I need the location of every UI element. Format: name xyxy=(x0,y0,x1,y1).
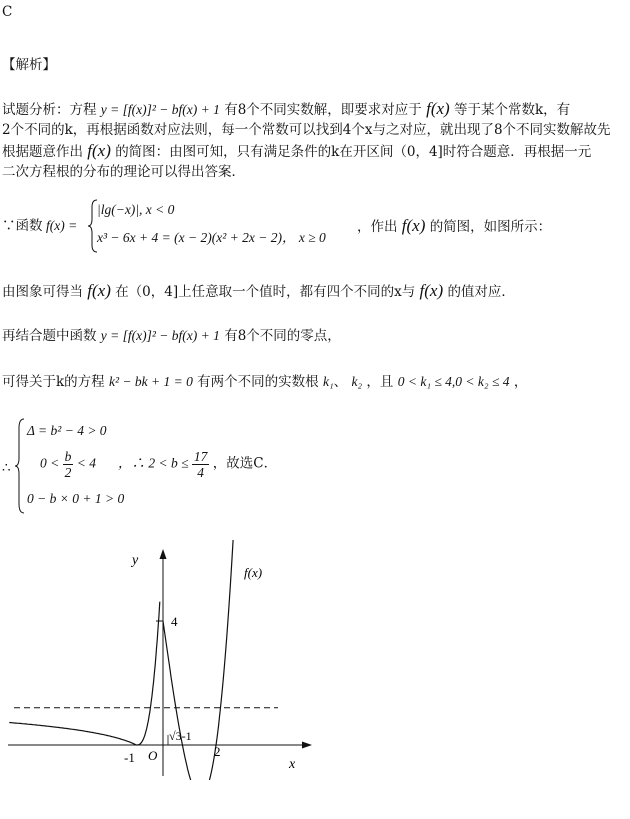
combine-statement xyxy=(2,326,341,346)
analysis-text: 根据题意作出 xyxy=(2,144,83,160)
function-symbol: f(x) xyxy=(87,281,111,300)
analysis-line-1 xyxy=(2,99,570,120)
function-text: ，作出 xyxy=(357,219,398,235)
fraction-denominator: 2 xyxy=(64,465,72,480)
x-axis-arrow-icon xyxy=(302,742,312,749)
function-graph xyxy=(0,540,330,780)
tick-label-x-sqrt3m1: √3-1 xyxy=(169,729,192,743)
analysis-line-4: 二次方程根的分布的理论可以得出答案． xyxy=(2,164,245,180)
analysis-line-3 xyxy=(2,141,591,162)
roots-text: ，且 xyxy=(366,374,394,390)
combine-text: 再结合题中函数 xyxy=(2,328,97,344)
fraction-numerator: 17 xyxy=(193,449,208,464)
y-axis-label: y xyxy=(132,553,139,568)
equation: y = [f(x)]² − bf(x) + 1 xyxy=(100,102,220,117)
tick-label-x-2: 2 xyxy=(214,744,221,759)
combine-text: 有8个不同的零点， xyxy=(224,328,341,344)
equation: k² − bk + 1 = 0 xyxy=(108,374,193,389)
roots-text: 可得关于k的方程 xyxy=(2,374,105,390)
function-case-1: |lg(−x)|, x < 0 xyxy=(97,202,175,217)
roots-text: 有两个不同的实数根 xyxy=(197,374,319,390)
statement-text: 的值对应． xyxy=(447,284,515,300)
graph-statement xyxy=(2,281,515,302)
analysis-text: 有8个不同实数解，即要求对应于 xyxy=(224,102,422,118)
roots-condition: 0 < k₁ ≤ 4,0 < k₂ ≤ 4 xyxy=(397,374,510,389)
fraction-b-over-2 xyxy=(63,449,74,480)
analysis-text: 试题分析：方程 xyxy=(2,102,97,118)
root-k2: k₂ xyxy=(351,374,363,389)
curve-label: f(x) xyxy=(244,565,263,580)
roots-text: ， xyxy=(513,374,528,390)
function-text: 的简图，如图所示： xyxy=(429,219,552,235)
curve-lg-branch xyxy=(9,602,160,745)
tick-label-y-4: 4 xyxy=(171,614,178,629)
analysis-text: 等于某个常数k，有 xyxy=(453,102,571,118)
therefore-symbol: ∴ xyxy=(2,460,11,476)
analysis-heading: 【解析】 xyxy=(2,57,56,73)
result-left: ，∴ 2 < b ≤ xyxy=(118,455,189,471)
statement-text: 在（0，4]上任意取一个值时，都有四个不同的x与 xyxy=(115,284,416,300)
x-axis-label: x xyxy=(289,757,296,772)
statement-text: 由图象可得当 xyxy=(2,284,83,300)
function-prefix: ∵函数 xyxy=(2,218,43,234)
y-axis-arrow-icon xyxy=(160,549,167,559)
origin-label: O xyxy=(148,748,158,763)
fraction-numerator: b xyxy=(64,449,72,464)
fraction-denominator: 4 xyxy=(197,465,205,480)
function-symbol: f(x) xyxy=(419,281,444,300)
answer-letter: C xyxy=(2,4,13,20)
fraction-17-over-4 xyxy=(192,449,210,480)
roots-separator: 、 xyxy=(333,374,348,390)
equation: y = [f(x)]² − bf(x) + 1 xyxy=(100,328,220,343)
tick-label-x-neg1: -1 xyxy=(124,750,135,765)
analysis-text: 的简图：由图可知，只有满足条件的k在开区间（0，4]时符合题意．再根据一元 xyxy=(115,144,592,160)
analysis-line-2: 2个不同的k，再根据函数对应法则，每一个常数可以找到4个x与之对应，就出现了8个不同实数解故先 xyxy=(2,122,611,138)
function-symbol: f(x) xyxy=(426,99,450,118)
function-case-2: x³ − 6x + 4 = (x − 2)(x² + 2x − 2)， x ≥ 0 xyxy=(97,230,326,245)
result-right: ，故选C． xyxy=(212,455,278,472)
function-suffix xyxy=(357,216,551,237)
system-brace xyxy=(14,418,26,514)
function-symbol: f(x) xyxy=(401,216,426,235)
system-row-3: 0 − b × 0 + 1 > 0 xyxy=(27,491,125,506)
system-result xyxy=(118,449,277,480)
roots-statement xyxy=(2,372,527,392)
function-lhs: f(x) = xyxy=(46,218,78,233)
system-row-1: Δ = b² − 4 > 0 xyxy=(27,423,107,438)
system-row-2 xyxy=(40,449,96,480)
row2-left: 0 < xyxy=(40,455,60,471)
function-symbol: f(x) xyxy=(87,141,111,160)
curve-cubic-branch xyxy=(163,540,254,780)
row2-right: < 4 xyxy=(76,455,96,471)
root-k1: k₁ xyxy=(322,374,334,389)
